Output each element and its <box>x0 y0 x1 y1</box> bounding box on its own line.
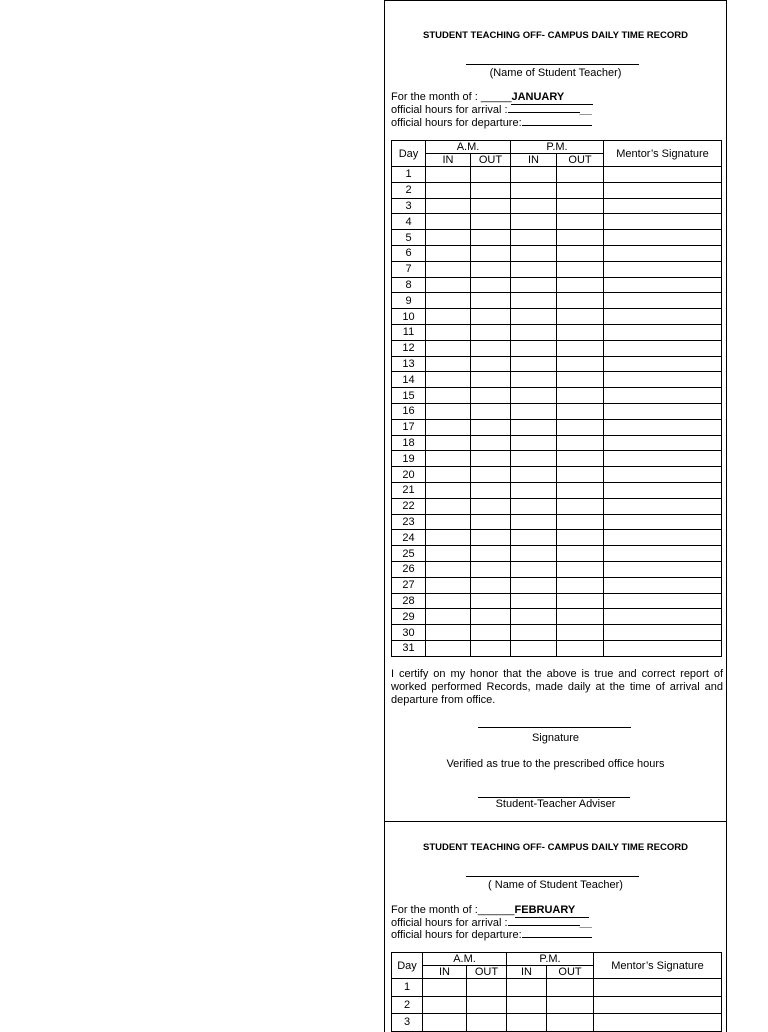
day-number: 18 <box>392 435 426 451</box>
pm-out-cell[interactable] <box>547 1014 594 1032</box>
am-out-cell[interactable] <box>467 979 507 997</box>
mentor-signature-cell[interactable] <box>604 293 722 309</box>
mentor-signature-cell[interactable] <box>604 546 722 562</box>
am-out-cell[interactable] <box>467 1014 507 1032</box>
day-number: 29 <box>392 609 426 625</box>
pm-in-cell[interactable] <box>511 546 557 562</box>
mentor-signature-header: Mentor’s Signature <box>594 953 722 979</box>
departure-row <box>391 117 592 130</box>
table-row <box>392 245 722 261</box>
pm-in-cell[interactable] <box>511 482 557 498</box>
day-number: 8 <box>392 277 426 293</box>
am-in-cell[interactable] <box>426 561 471 577</box>
am-in-cell[interactable] <box>426 388 471 404</box>
pm-out-cell[interactable] <box>557 530 604 546</box>
month-row <box>391 91 593 105</box>
day-header: Day <box>392 953 423 979</box>
pm-out-cell[interactable] <box>557 498 604 514</box>
pm-out-cell[interactable] <box>557 388 604 404</box>
day-number: 19 <box>392 451 426 467</box>
am-in-cell[interactable] <box>426 340 471 356</box>
departure-field[interactable] <box>522 125 592 126</box>
day-number: 30 <box>392 625 426 641</box>
day-number: 6 <box>392 245 426 261</box>
mentor-signature-cell[interactable] <box>604 625 722 641</box>
mentor-signature-cell[interactable] <box>604 498 722 514</box>
pm-out-cell[interactable] <box>557 372 604 388</box>
arrival-tail: __ <box>579 104 592 116</box>
table-row <box>392 419 722 435</box>
pm-out-cell[interactable] <box>557 245 604 261</box>
pm-in-cell[interactable] <box>511 530 557 546</box>
table-row <box>392 530 722 546</box>
pm-out-cell[interactable] <box>557 593 604 609</box>
am-out-cell[interactable] <box>471 167 511 183</box>
am-out-header: OUT <box>467 966 507 979</box>
mentor-signature-cell[interactable] <box>604 277 722 293</box>
table-row <box>392 182 722 198</box>
day-number: 20 <box>392 467 426 483</box>
am-header: A.M. <box>423 953 507 966</box>
am-out-cell[interactable] <box>471 467 511 483</box>
day-number: 22 <box>392 498 426 514</box>
am-out-cell[interactable] <box>471 625 511 641</box>
verified-text: Verified as true to the prescribed office hours <box>446 758 665 770</box>
mentor-signature-cell[interactable] <box>604 419 722 435</box>
mentor-signature-cell[interactable] <box>604 309 722 325</box>
day-number: 26 <box>392 561 426 577</box>
pm-out-cell[interactable] <box>557 514 604 530</box>
arrival-row <box>391 917 592 930</box>
mentor-signature-cell[interactable] <box>594 1014 722 1032</box>
day-number: 9 <box>392 293 426 309</box>
am-out-cell[interactable] <box>471 419 511 435</box>
table-row <box>392 625 722 641</box>
am-out-cell[interactable] <box>471 293 511 309</box>
day-number: 27 <box>392 577 426 593</box>
am-out-cell[interactable] <box>471 214 511 230</box>
pm-out-cell[interactable] <box>557 546 604 562</box>
pm-in-cell[interactable] <box>511 340 557 356</box>
month-prefix: For the month of :______ <box>391 904 515 916</box>
am-in-cell[interactable] <box>426 577 471 593</box>
table-row <box>392 167 722 183</box>
month-row <box>391 904 589 918</box>
pm-out-cell[interactable] <box>557 198 604 214</box>
pm-in-cell[interactable] <box>511 214 557 230</box>
day-number: 10 <box>392 309 426 325</box>
mentor-signature-cell[interactable] <box>604 356 722 372</box>
signature-label: Signature <box>531 732 580 744</box>
pm-in-cell[interactable] <box>511 277 557 293</box>
pm-out-header: OUT <box>547 966 594 979</box>
day-number: 2 <box>392 996 423 1014</box>
table-row <box>392 979 722 997</box>
table-row <box>392 609 722 625</box>
table-row <box>392 261 722 277</box>
day-number: 13 <box>392 356 426 372</box>
pm-in-cell[interactable] <box>511 372 557 388</box>
pm-in-cell[interactable] <box>511 230 557 246</box>
table-row <box>392 198 722 214</box>
pm-out-cell[interactable] <box>557 340 604 356</box>
am-out-cell[interactable] <box>467 996 507 1014</box>
pm-out-cell[interactable] <box>557 467 604 483</box>
table-row <box>392 388 722 404</box>
arrival-field[interactable] <box>508 112 580 113</box>
mentor-signature-cell[interactable] <box>604 167 722 183</box>
pm-out-cell[interactable] <box>557 324 604 340</box>
day-header: Day <box>392 141 426 167</box>
am-out-cell[interactable] <box>471 277 511 293</box>
day-number: 7 <box>392 261 426 277</box>
pm-out-cell[interactable] <box>557 609 604 625</box>
mentor-signature-cell[interactable] <box>604 403 722 419</box>
am-out-header: OUT <box>471 154 511 167</box>
mentor-signature-cell[interactable] <box>604 530 722 546</box>
am-in-cell[interactable] <box>426 167 471 183</box>
am-in-cell[interactable] <box>426 498 471 514</box>
arrival-row <box>391 104 592 117</box>
mentor-signature-cell[interactable] <box>604 214 722 230</box>
departure-field[interactable] <box>522 937 592 938</box>
day-number: 15 <box>392 388 426 404</box>
table-body <box>392 979 722 1032</box>
table-row <box>392 577 722 593</box>
day-number: 25 <box>392 546 426 562</box>
mentor-signature-cell[interactable] <box>604 451 722 467</box>
am-in-cell[interactable] <box>426 419 471 435</box>
pm-out-header: OUT <box>557 154 604 167</box>
am-in-cell[interactable] <box>426 277 471 293</box>
mentor-signature-cell[interactable] <box>594 996 722 1014</box>
pm-in-cell[interactable] <box>511 403 557 419</box>
mentor-signature-cell[interactable] <box>604 372 722 388</box>
am-out-cell[interactable] <box>471 514 511 530</box>
pm-in-cell[interactable] <box>511 324 557 340</box>
pm-out-cell[interactable] <box>557 167 604 183</box>
mentor-signature-cell[interactable] <box>604 640 722 656</box>
am-in-cell[interactable] <box>423 996 467 1014</box>
am-out-cell[interactable] <box>471 340 511 356</box>
mentor-signature-cell[interactable] <box>604 230 722 246</box>
table-row <box>392 514 722 530</box>
pm-in-cell[interactable] <box>511 261 557 277</box>
pm-in-cell[interactable] <box>511 451 557 467</box>
adviser-label: Student-Teacher Adviser <box>495 798 616 810</box>
am-in-cell[interactable] <box>426 198 471 214</box>
pm-in-cell[interactable] <box>511 167 557 183</box>
pm-in-header: IN <box>511 154 557 167</box>
day-number: 5 <box>392 230 426 246</box>
pm-in-cell[interactable] <box>511 467 557 483</box>
pm-out-cell[interactable] <box>557 625 604 641</box>
pm-in-cell[interactable] <box>511 640 557 656</box>
pm-in-cell[interactable] <box>511 609 557 625</box>
am-out-cell[interactable] <box>471 372 511 388</box>
month-value[interactable]: FEBRUARY <box>515 904 590 918</box>
table-row <box>392 230 722 246</box>
mentor-signature-cell[interactable] <box>604 324 722 340</box>
day-number: 24 <box>392 530 426 546</box>
pm-in-cell[interactable] <box>511 435 557 451</box>
table-row <box>392 467 722 483</box>
am-in-cell[interactable] <box>426 261 471 277</box>
am-in-cell[interactable] <box>426 593 471 609</box>
am-in-cell[interactable] <box>426 214 471 230</box>
table-row <box>392 640 722 656</box>
record-title: STUDENT TEACHING OFF- CAMPUS DAILY TIME RECORD <box>423 842 688 853</box>
am-in-cell[interactable] <box>426 467 471 483</box>
time-record-february <box>384 822 727 1032</box>
pm-in-cell[interactable] <box>507 979 547 997</box>
am-in-cell[interactable] <box>423 1014 467 1032</box>
mentor-signature-cell[interactable] <box>604 388 722 404</box>
pm-out-cell[interactable] <box>557 640 604 656</box>
am-in-cell[interactable] <box>426 356 471 372</box>
day-number: 1 <box>392 167 426 183</box>
am-out-cell[interactable] <box>471 261 511 277</box>
table-row <box>392 561 722 577</box>
mentor-signature-cell[interactable] <box>604 182 722 198</box>
departure-label: official hours for departure: <box>391 117 522 129</box>
pm-in-cell[interactable] <box>511 182 557 198</box>
am-out-cell[interactable] <box>471 451 511 467</box>
table-row <box>392 293 722 309</box>
mentor-signature-cell[interactable] <box>604 577 722 593</box>
am-header: A.M. <box>426 141 511 154</box>
pm-in-cell[interactable] <box>511 625 557 641</box>
pm-in-cell[interactable] <box>511 593 557 609</box>
certification-text: I certify on my honor that the above is true and correct report of worked performed Records, made daily at the time of arrival and departure from office. <box>391 668 723 706</box>
day-number: 28 <box>392 593 426 609</box>
month-value[interactable]: JANUARY <box>511 91 593 105</box>
signature-line[interactable] <box>478 727 631 728</box>
pm-out-cell[interactable] <box>557 356 604 372</box>
am-out-cell[interactable] <box>471 230 511 246</box>
pm-in-cell[interactable] <box>511 388 557 404</box>
mentor-signature-cell[interactable] <box>604 561 722 577</box>
arrival-tail: __ <box>579 917 592 929</box>
day-number: 3 <box>392 1014 423 1032</box>
am-out-cell[interactable] <box>471 435 511 451</box>
table-row <box>392 324 722 340</box>
am-out-cell[interactable] <box>471 403 511 419</box>
day-number: 14 <box>392 372 426 388</box>
day-number: 12 <box>392 340 426 356</box>
table-row <box>392 1014 722 1032</box>
arrival-field[interactable] <box>508 925 580 926</box>
day-number: 31 <box>392 640 426 656</box>
student-name-line[interactable] <box>466 876 639 877</box>
am-in-cell[interactable] <box>426 451 471 467</box>
mentor-signature-header: Mentor’s Signature <box>604 141 722 167</box>
pm-in-cell[interactable] <box>511 419 557 435</box>
am-in-header: IN <box>426 154 471 167</box>
pm-out-cell[interactable] <box>557 403 604 419</box>
am-out-cell[interactable] <box>471 356 511 372</box>
am-in-cell[interactable] <box>426 482 471 498</box>
student-name-label: (Name of Student Teacher) <box>489 67 622 79</box>
student-name-label: ( Name of Student Teacher) <box>488 879 623 891</box>
mentor-signature-cell[interactable] <box>604 609 722 625</box>
am-in-cell[interactable] <box>426 435 471 451</box>
table-body <box>392 167 722 657</box>
pm-in-cell[interactable] <box>507 996 547 1014</box>
table-row <box>392 435 722 451</box>
pm-out-cell[interactable] <box>557 451 604 467</box>
table-row <box>392 372 722 388</box>
am-out-cell[interactable] <box>471 593 511 609</box>
pm-out-cell[interactable] <box>557 419 604 435</box>
arrival-label: official hours for arrival : <box>391 917 508 929</box>
am-in-cell[interactable] <box>426 293 471 309</box>
pm-in-cell[interactable] <box>511 198 557 214</box>
pm-out-cell[interactable] <box>557 277 604 293</box>
day-number: 23 <box>392 514 426 530</box>
pm-out-cell[interactable] <box>557 309 604 325</box>
pm-in-cell[interactable] <box>507 1014 547 1032</box>
mentor-signature-cell[interactable] <box>604 435 722 451</box>
day-number: 1 <box>392 979 423 997</box>
time-record-table <box>391 140 722 657</box>
am-out-cell[interactable] <box>471 309 511 325</box>
am-in-cell[interactable] <box>426 640 471 656</box>
mentor-signature-cell[interactable] <box>594 979 722 997</box>
am-in-cell[interactable] <box>426 514 471 530</box>
pm-in-cell[interactable] <box>511 577 557 593</box>
pm-in-cell[interactable] <box>511 356 557 372</box>
am-out-cell[interactable] <box>471 609 511 625</box>
mentor-signature-cell[interactable] <box>604 467 722 483</box>
am-in-header: IN <box>423 966 467 979</box>
am-in-cell[interactable] <box>426 324 471 340</box>
day-number: 4 <box>392 214 426 230</box>
pm-header: P.M. <box>507 953 594 966</box>
am-out-cell[interactable] <box>471 577 511 593</box>
day-number: 16 <box>392 403 426 419</box>
pm-out-cell[interactable] <box>557 182 604 198</box>
pm-out-cell[interactable] <box>557 561 604 577</box>
day-number: 21 <box>392 482 426 498</box>
pm-out-cell[interactable] <box>557 482 604 498</box>
pm-out-cell[interactable] <box>557 261 604 277</box>
student-name-line[interactable] <box>466 64 639 65</box>
am-in-cell[interactable] <box>426 530 471 546</box>
am-in-cell[interactable] <box>426 403 471 419</box>
mentor-signature-cell[interactable] <box>604 340 722 356</box>
mentor-signature-cell[interactable] <box>604 261 722 277</box>
day-number: 17 <box>392 419 426 435</box>
pm-in-cell[interactable] <box>511 514 557 530</box>
departure-row <box>391 929 592 942</box>
table-row <box>392 546 722 562</box>
day-number: 2 <box>392 182 426 198</box>
am-in-cell[interactable] <box>426 546 471 562</box>
am-out-cell[interactable] <box>471 324 511 340</box>
pm-in-cell[interactable] <box>511 245 557 261</box>
month-prefix: For the month of : _____ <box>391 91 512 103</box>
pm-out-cell[interactable] <box>557 435 604 451</box>
pm-out-cell[interactable] <box>547 979 594 997</box>
record-title: STUDENT TEACHING OFF- CAMPUS DAILY TIME RECORD <box>423 30 688 41</box>
mentor-signature-cell[interactable] <box>604 514 722 530</box>
table-row <box>392 451 722 467</box>
pm-in-header: IN <box>507 966 547 979</box>
am-in-cell[interactable] <box>426 245 471 261</box>
pm-in-cell[interactable] <box>511 561 557 577</box>
pm-in-cell[interactable] <box>511 498 557 514</box>
am-out-cell[interactable] <box>471 561 511 577</box>
mentor-signature-cell[interactable] <box>604 245 722 261</box>
am-in-cell[interactable] <box>426 230 471 246</box>
pm-in-cell[interactable] <box>511 293 557 309</box>
departure-label: official hours for departure: <box>391 929 522 941</box>
pm-out-cell[interactable] <box>557 293 604 309</box>
day-number: 11 <box>392 324 426 340</box>
am-out-cell[interactable] <box>471 198 511 214</box>
time-record-january <box>384 0 727 822</box>
table-row <box>392 403 722 419</box>
day-number: 3 <box>392 198 426 214</box>
pm-out-cell[interactable] <box>557 577 604 593</box>
am-in-cell[interactable] <box>426 309 471 325</box>
am-in-cell[interactable] <box>426 625 471 641</box>
mentor-signature-cell[interactable] <box>604 482 722 498</box>
table-row <box>392 482 722 498</box>
table-row <box>392 340 722 356</box>
table-row <box>392 593 722 609</box>
am-out-cell[interactable] <box>471 546 511 562</box>
pm-out-cell[interactable] <box>557 214 604 230</box>
am-out-cell[interactable] <box>471 498 511 514</box>
am-out-cell[interactable] <box>471 482 511 498</box>
table-row <box>392 277 722 293</box>
am-out-cell[interactable] <box>471 388 511 404</box>
pm-header: P.M. <box>511 141 604 154</box>
am-in-cell[interactable] <box>423 979 467 997</box>
table-row <box>392 356 722 372</box>
am-in-cell[interactable] <box>426 372 471 388</box>
table-row <box>392 498 722 514</box>
am-in-cell[interactable] <box>426 609 471 625</box>
table-row <box>392 996 722 1014</box>
am-out-cell[interactable] <box>471 640 511 656</box>
pm-out-cell[interactable] <box>547 996 594 1014</box>
mentor-signature-cell[interactable] <box>604 198 722 214</box>
table-row <box>392 309 722 325</box>
am-out-cell[interactable] <box>471 182 511 198</box>
table-row <box>392 214 722 230</box>
pm-in-cell[interactable] <box>511 309 557 325</box>
am-in-cell[interactable] <box>426 182 471 198</box>
am-out-cell[interactable] <box>471 245 511 261</box>
am-out-cell[interactable] <box>471 530 511 546</box>
mentor-signature-cell[interactable] <box>604 593 722 609</box>
pm-out-cell[interactable] <box>557 230 604 246</box>
time-record-table <box>391 952 722 1032</box>
arrival-label: official hours for arrival : <box>391 104 508 116</box>
